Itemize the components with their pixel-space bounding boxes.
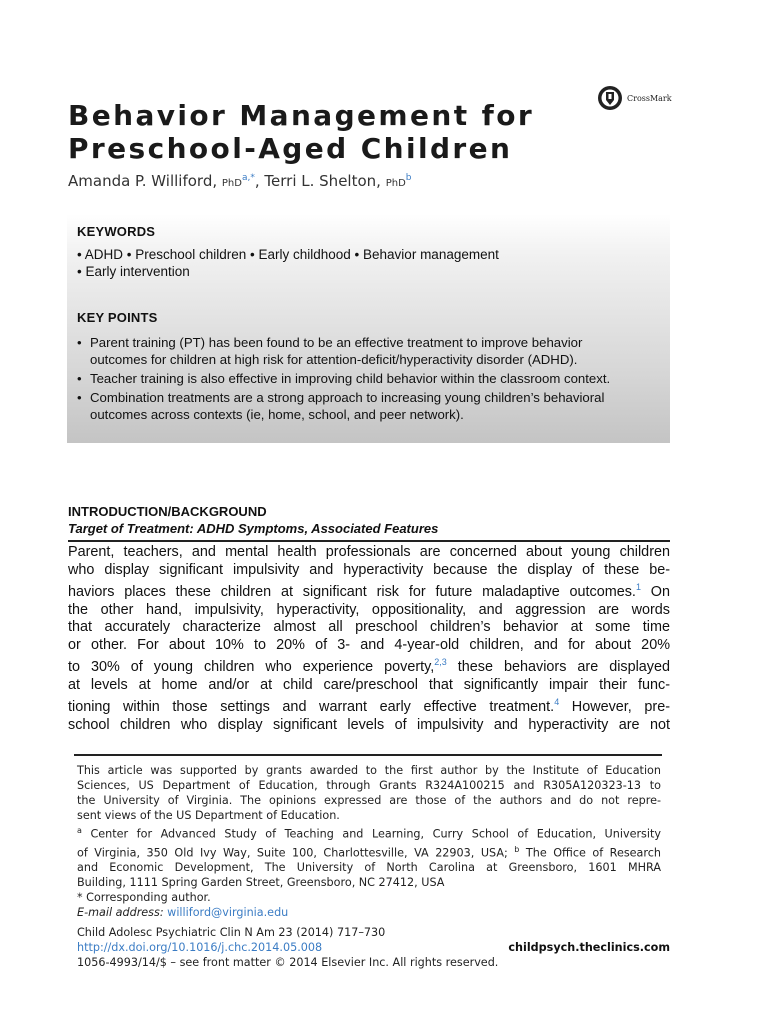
body-line: that accurately characterize almost all preschool children’s behavior at some time [68, 619, 670, 636]
affiliation-line: $^a$ Center for Advanced Study of Teaching and Learning, Curry School of Education, University [77, 826, 661, 841]
doi-row [77, 940, 670, 955]
section-subheading: Target of Treatment: ADHD Symptoms, Associated Features [68, 521, 439, 536]
journal-citation: Child Adolesc Psychiatric Clin N Am 23 (2014) 717–730 [77, 926, 386, 939]
keywords-line-2: • Early intervention [77, 264, 190, 279]
title-line-2: Preschool-Aged Children [68, 131, 513, 165]
crossmark-badge[interactable] [597, 85, 672, 111]
affiliation-line: and Economic Development, The University of North Carolina at Greensboro, 1601 MHRA [77, 861, 661, 875]
citation-link[interactable]: 2,3 [434, 657, 447, 668]
article-title [68, 99, 588, 165]
author-2-affiliation-link[interactable]: b [405, 173, 412, 183]
journal-site-link[interactable]: childpsych.theclinics.com [508, 941, 670, 954]
affiliation-line: of Virginia, 350 Old Ivy Way, Suite 100, Charlottesville, VA 22903, USA; $^b$ The Office of Research [77, 844, 661, 860]
funding-note-line: Sciences, US Department of Education, through Grants R324A100215 and R305A120323-13 to [77, 779, 661, 792]
key-point-text: Teacher training is also effective in improving child behavior within the classroom context. [90, 371, 611, 386]
keywords-line-1: • ADHD • Preschool children • Early childhood • Behavior management [77, 247, 499, 262]
body-line: at levels at home and/or at child care/preschool that significantly impair their func- [68, 676, 670, 693]
doi-link[interactable]: http://dx.doi.org/10.1016/j.chc.2014.05.008 [77, 941, 323, 954]
copyright-line: 1056-4993/14/$ – see front matter © 2014 Elsevier Inc. All rights reserved. [77, 956, 499, 969]
author-1-affiliation-link[interactable]: a,* [241, 173, 255, 183]
funding-note-line: sent views of the US Department of Education. [77, 809, 340, 822]
citation-link[interactable]: 4 [554, 697, 560, 708]
author-line: Amanda P. Williford, PhD$^{a,*}$, Terri L. Shelton, PhD$^b$ [68, 172, 412, 190]
author-1-name: Amanda P. Williford, [68, 172, 218, 190]
body-line: who display significant impulsivity and hyperactivity because the display of these be- [68, 561, 670, 578]
key-points-heading: KEY POINTS [77, 310, 158, 325]
key-point-item [77, 389, 662, 423]
key-point-text: outcomes across contexts (ie, home, school, and peer network). [90, 407, 464, 422]
body-line: tioning within those settings and warrant early effective treatment.$^4$ However, pre- [68, 697, 670, 716]
funding-note-line: the University of Virginia. The opinions expressed are those of the authors and do not repre- [77, 794, 661, 807]
section-heading: INTRODUCTION/BACKGROUND [68, 504, 267, 519]
author-2-name: Terri L. Shelton, [264, 172, 381, 190]
key-point-item [77, 334, 662, 368]
bullet-icon: • [77, 335, 82, 350]
corresponding-author-note: * Corresponding author. [77, 891, 211, 905]
author-1-degree: PhD [221, 178, 242, 189]
bullet-icon: • [77, 371, 82, 386]
body-line: the other hand, impulsivity, hyperactivity, oppositionality, and aggression are words [68, 601, 670, 618]
section-divider [68, 540, 670, 542]
body-line: haviors places these children at significant risk for future maladaptive outcomes.$^1$ On [68, 582, 670, 600]
footnote-divider [74, 754, 662, 756]
citation-link[interactable]: 1 [635, 582, 641, 593]
body-line: to 30% of young children who experience poverty,$^{2,3}$ these behaviors are displayed [68, 657, 670, 676]
body-line: school children who display significant levels of impulsivity and hyperactivity are not [68, 716, 670, 733]
key-point-text: outcomes for children at high risk for attention-deficit/hyperactivity disorder (ADHD). [90, 352, 578, 367]
body-line: Parent, teachers, and mental health professionals are concerned about young children [68, 544, 670, 560]
body-paragraph [68, 544, 670, 734]
body-line: or other. For about 10% to 20% of 3- and 4-year-old children, and for about 20% [68, 636, 670, 653]
affiliation-line: Building, 1111 Spring Garden Street, Greensboro, NC 27412, USA [77, 876, 445, 890]
key-points-list [77, 334, 662, 425]
bullet-icon: • [77, 390, 82, 405]
key-point-text: Combination treatments are a strong approach to increasing young children’s behavioral [90, 390, 605, 405]
author-2-degree: PhD [385, 178, 406, 189]
key-point-item [77, 370, 662, 387]
email-link[interactable]: williford@virginia.edu [167, 906, 289, 920]
funding-note-line: This article was supported by grants awarded to the first author by the Institute of Education [77, 764, 661, 777]
email-line: E-mail address: williford@virginia.edu [77, 906, 289, 920]
footnotes [77, 763, 661, 920]
keywords-heading: KEYWORDS [77, 224, 156, 239]
keywords-list [77, 246, 657, 280]
crossmark-icon [597, 85, 623, 111]
key-point-text: Parent training (PT) has been found to be an effective treatment to improve behavior [90, 335, 583, 350]
keywords-box [67, 214, 670, 443]
journal-footer [77, 925, 670, 970]
crossmark-label: CrossMark [627, 93, 672, 103]
title-line-1: Behavior Management for [68, 98, 535, 132]
